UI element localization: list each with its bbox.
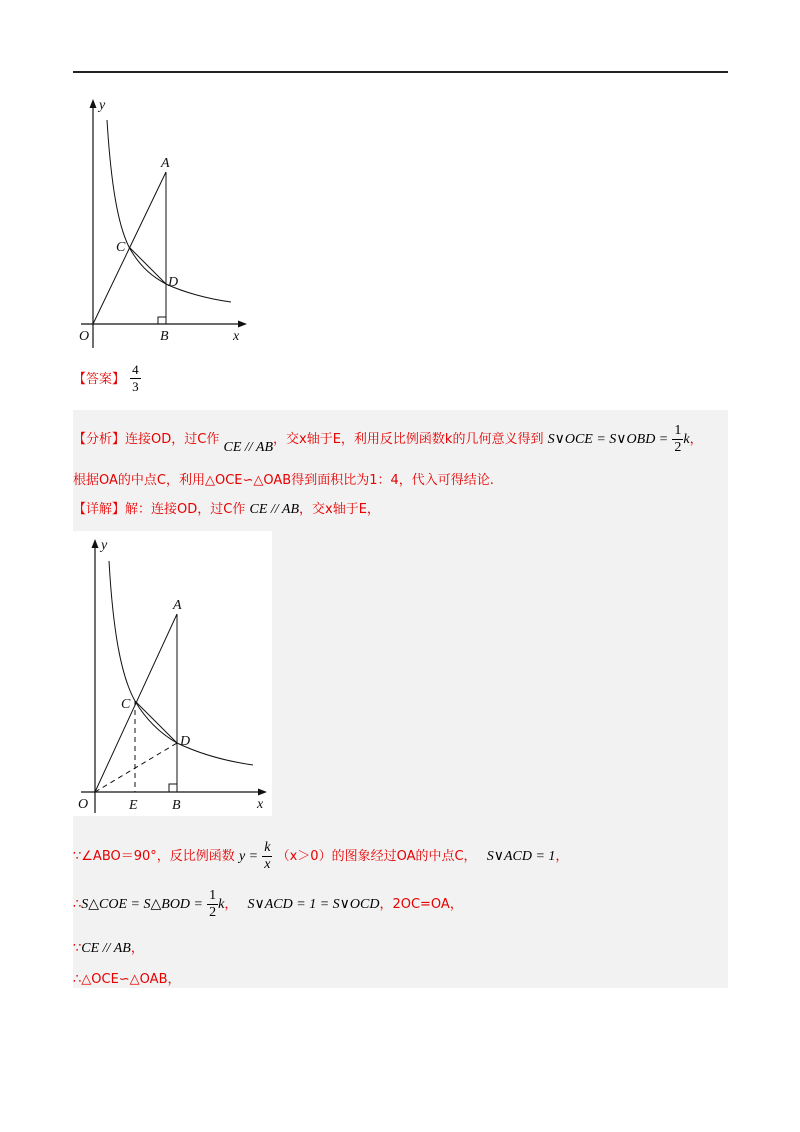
label-A: A [173,598,182,613]
step2-fraction [207,888,218,921]
analysis-line1-end: ， [689,432,703,447]
step3-end: ， [130,941,144,956]
step3-formula: CE // AB [81,941,131,956]
analysis-line1-text: 连接OD，过C作 [125,432,220,447]
figure-1-graph [73,95,253,350]
step1-fraction [262,840,272,873]
analysis-ce-parallel: CE // AB [223,440,274,455]
detail-step-2 [73,888,463,921]
step1-end: ， [555,849,569,864]
step2-frac-num: 1 [209,888,217,903]
step2-text: ∴ [73,897,82,912]
detail-step-3 [73,937,144,957]
step1-text2: （x＞0）的图象经过OA的中点C， [276,849,477,864]
answer-denominator: 3 [132,379,139,394]
x-axis-arrow [258,789,267,796]
label-E: E [129,798,138,813]
step3-text: ∵ [73,941,82,956]
label-y: y [101,538,108,553]
step2-end: ，2OC=OA， [379,897,463,912]
header-rule [73,71,728,73]
label-x: x [233,329,240,344]
right-angle-mark [169,784,177,792]
label-B: B [172,798,181,813]
y-axis-arrow [90,99,97,108]
analysis-area-formula: S∨OCE = S∨OBD = [547,432,669,447]
analysis-half-den: 2 [674,440,682,455]
step2-frac-den: 2 [209,905,217,920]
label-B: B [160,329,169,344]
figure-2-graph [73,531,272,816]
detail-step-4: ∴△OCE∽△OAB， [73,972,181,987]
label-C: C [116,240,126,255]
label-y: y [99,98,106,113]
answer-tag: 【答案】 [73,372,126,387]
step1-text: ∵∠ABO＝90°，反比例函数 [73,849,235,864]
label-D: D [180,734,191,749]
x-axis-arrow [238,321,247,328]
label-x: x [257,797,264,812]
detail-ce-parallel: CE // AB [249,502,300,517]
segment-CD [135,701,177,743]
detail-step-1 [73,840,568,873]
answer-fraction [130,362,141,395]
analysis-line-1 [73,423,703,456]
detail-line1-text: 解：连接OD，过C作 [125,502,246,517]
label-A: A [161,156,170,171]
analysis-line1-text2: ，交x轴于E，利用反比例函数k的几何意义得到 [273,432,544,447]
step2-sep: ， [224,897,238,912]
label-O: O [79,329,90,344]
detail-tag: 【详解】 [73,502,126,517]
analysis-half-fraction [672,423,683,456]
analysis-half-num: 1 [674,423,682,438]
step1-frac-den: x [264,857,271,872]
step2-formula: S△COE = S△BOD = [81,897,203,912]
label-O: O [78,797,89,812]
answer-numerator: 4 [132,362,139,377]
answer-line [73,362,141,402]
y-axis-arrow [92,539,99,548]
step1-frac-num: k [264,840,271,855]
step1-area: S∨ACD = 1 [486,849,556,864]
detail-line1-end: ，交x轴于E， [299,502,380,517]
right-angle-mark [158,317,166,324]
analysis-tag: 【分析】 [73,432,126,447]
step1-y: y = [238,849,259,864]
step2-formula2: S∨ACD = 1 = S∨OCD [247,897,380,912]
analysis-k: k [683,432,690,447]
segment-CD [129,247,166,284]
segment-OD-dashed [95,743,177,792]
label-C: C [121,697,131,712]
detail-line-1 [73,498,380,518]
label-D: D [168,275,179,290]
step2-k: k [218,897,225,912]
analysis-line-2: 根据OA的中点C，利用△OCE∽△OAB得到面积比为1：4，代入可得结论. [73,473,494,488]
